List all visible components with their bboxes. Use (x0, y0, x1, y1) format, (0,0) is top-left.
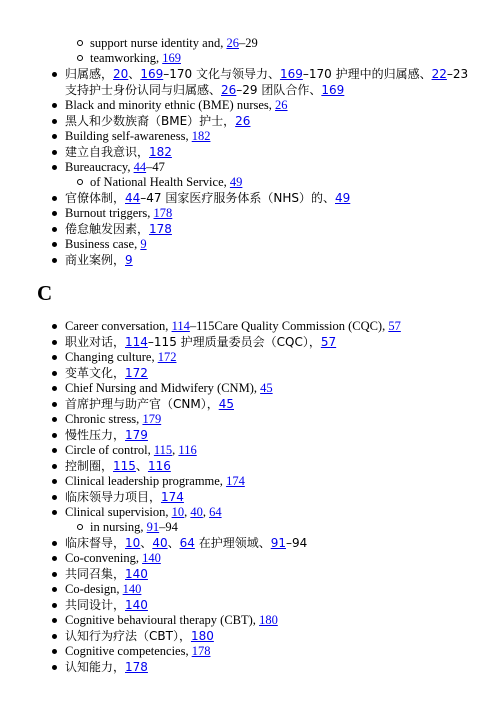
bullet-icon (52, 242, 57, 247)
page-link[interactable]: 40 (152, 536, 168, 550)
index-entry (65, 82, 344, 98)
entry-text: 、 (167, 536, 180, 550)
entry-text: 倦怠触发因素， (65, 222, 150, 236)
page-link[interactable]: 169 (162, 51, 181, 65)
page-link[interactable]: 169 (279, 67, 303, 81)
bullet-icon (52, 603, 57, 608)
bullet-icon (52, 386, 57, 391)
bullet-icon (52, 258, 57, 263)
page-link[interactable]: 178 (191, 644, 211, 658)
page-link[interactable]: 26 (275, 98, 288, 112)
bullet-icon (52, 464, 57, 469)
index-entry (65, 396, 234, 412)
entry-text: –29 团队合作、 (236, 83, 322, 97)
entry-text: Career conversation, (65, 319, 172, 333)
page-link[interactable]: 116 (147, 459, 171, 473)
index-entry (65, 612, 278, 628)
index-entry (65, 550, 161, 566)
bullet-icon (52, 572, 57, 577)
entry-text: –29 (238, 36, 258, 50)
entry-text: –115 护理质量委员会（CQC）， (147, 335, 321, 349)
entry-text: Chronic stress, (65, 412, 143, 426)
page-link[interactable]: 44 (125, 191, 141, 205)
page-link[interactable]: 45 (218, 397, 234, 411)
page-link[interactable]: 26 (226, 36, 239, 50)
entry-text: 共同召集， (65, 567, 126, 581)
entry-text: 建立自我意识， (65, 145, 150, 159)
bullet-icon (52, 103, 57, 108)
entry-text: 、 (135, 459, 148, 473)
entry-text: 、 (128, 67, 141, 81)
bullet-icon (52, 649, 57, 654)
entry-text: Cognitive behavioural therapy (CBT), (65, 613, 260, 627)
bullet-icon (52, 417, 57, 422)
entry-text: Bureaucracy, (65, 160, 134, 174)
index-entry (65, 97, 288, 113)
page-link[interactable]: 182 (149, 145, 172, 159)
entry-text: 首席护理与助产官（CNM）， (65, 397, 219, 411)
entry-text: –170 文化与领导力、 (163, 67, 280, 81)
index-subentry (90, 174, 242, 190)
entry-text: 支持护士身份认同与归属感、 (65, 83, 222, 97)
index-entry (65, 489, 184, 505)
bullet-icon (52, 556, 57, 561)
index-entry (65, 659, 148, 675)
entry-text: 慢性压力， (65, 428, 126, 442)
bullet-icon (52, 618, 57, 623)
bullet-icon (52, 448, 57, 453)
entry-text: 黑人和少数族裔（BME）护士， (65, 114, 236, 128)
index-entry (65, 380, 273, 396)
entry-text: 控制圈， (65, 459, 114, 473)
page-link[interactable]: 114 (171, 319, 190, 333)
page-link[interactable]: 26 (235, 114, 251, 128)
page-link[interactable]: 174 (226, 474, 245, 488)
circle-bullet-icon (77, 524, 83, 530)
index-entry (65, 628, 214, 644)
entry-text: Business case, (65, 237, 141, 251)
entry-text: Co-convening, (65, 551, 143, 565)
index-entry (65, 643, 210, 659)
entry-text: 、 (140, 536, 153, 550)
page-link[interactable]: 44 (133, 160, 147, 174)
bullet-icon (52, 355, 57, 360)
page-link[interactable]: 26 (221, 83, 237, 97)
page-link[interactable]: 9 (140, 237, 147, 251)
page-link[interactable]: 10 (125, 536, 141, 550)
page-link[interactable]: 180 (259, 613, 278, 627)
entry-text: 在护理领域、 (194, 536, 271, 550)
page-link[interactable]: 179 (142, 412, 162, 426)
entry-text: –170 护理中的归属感、 (302, 67, 432, 81)
page-link[interactable]: 169 (140, 67, 164, 81)
entry-text: 商业案例， (65, 253, 126, 267)
entry-text: –94 (286, 536, 308, 550)
index-entry (65, 473, 245, 489)
entry-text: Cognitive competencies, (65, 644, 192, 658)
section-heading-c: C (37, 281, 53, 305)
entry-text: Clinical supervision, (65, 505, 172, 519)
index-entry (65, 411, 161, 427)
index-entry (65, 128, 210, 144)
entry-text: –47 国家医疗服务体系（NHS）的、 (140, 191, 335, 205)
entry-text: Building self-awareness, (65, 129, 192, 143)
entry-text: Co-design, (65, 582, 123, 596)
bullet-icon (52, 165, 57, 170)
entry-text: 临床督导， (65, 536, 126, 550)
page-link[interactable]: 49 (335, 191, 351, 205)
bullet-icon (52, 196, 57, 201)
circle-bullet-icon (77, 179, 83, 185)
bullet-icon (52, 479, 57, 484)
page-link[interactable]: 178 (153, 206, 173, 220)
page-link[interactable]: 140 (125, 567, 148, 581)
bullet-icon (52, 340, 57, 345)
bullet-icon (52, 510, 57, 515)
bullet-icon (52, 227, 57, 232)
page-link[interactable]: 57 (320, 335, 337, 349)
entry-text: 认知行为疗法（CBT）， (65, 629, 191, 643)
bullet-icon (52, 495, 57, 500)
entry-text: teamworking, (90, 51, 163, 65)
page-link[interactable]: 172 (157, 350, 177, 364)
page-link[interactable]: 182 (191, 129, 211, 143)
index-entry (65, 535, 307, 551)
bullet-icon (52, 665, 57, 670)
index-subentry (90, 50, 181, 66)
page-link[interactable]: 91 (270, 536, 286, 550)
index-entry (65, 458, 171, 474)
page-link[interactable]: 40 (190, 505, 203, 519)
entry-text: 认知能力， (65, 660, 126, 674)
page-link[interactable]: 179 (125, 428, 148, 442)
bullet-icon (52, 134, 57, 139)
page-link[interactable]: 178 (125, 660, 148, 674)
entry-text: Chief Nursing and Midwifery (CNM), (65, 381, 261, 395)
entry-text: in nursing, (90, 520, 147, 534)
index-entry (65, 66, 468, 82)
index-entry (65, 365, 148, 381)
entry-text: 变革文化， (65, 366, 126, 380)
circle-bullet-icon (77, 55, 83, 61)
page-link[interactable]: 9 (125, 253, 133, 267)
index-entry (65, 442, 197, 458)
entry-text: –47 (146, 160, 165, 174)
bullet-icon (52, 119, 57, 124)
entry-text: Clinical leadership programme, (65, 474, 227, 488)
page-link[interactable]: 10 (171, 505, 185, 519)
bullet-icon (52, 324, 57, 329)
index-entry (65, 334, 336, 350)
index-entry (65, 566, 148, 582)
entry-text: 共同设计， (65, 598, 126, 612)
entry-text: Changing culture, (65, 350, 158, 364)
page-link[interactable]: 116 (178, 443, 197, 457)
entry-text: –23 (446, 67, 469, 81)
page-link[interactable]: 115 (153, 443, 173, 457)
bullet-icon (52, 72, 57, 77)
bullet-icon (52, 433, 57, 438)
entry-text: –94 (159, 520, 178, 534)
page-link[interactable]: 57 (388, 319, 401, 333)
bullet-icon (52, 541, 57, 546)
entry-text: 职业对话， (65, 335, 126, 349)
page-link[interactable]: 20 (113, 67, 129, 81)
entry-text: –115Care Quality Commission (CQC), (189, 319, 389, 333)
bullet-icon (52, 587, 57, 592)
page-link[interactable]: 64 (209, 505, 222, 519)
entry-text: 归属感， (65, 67, 114, 81)
page-link[interactable]: 91 (146, 520, 160, 534)
page-link[interactable]: 140 (122, 582, 142, 596)
entry-text: support nurse identity and, (90, 36, 227, 50)
index-entry (65, 113, 250, 129)
index-entry (65, 581, 141, 597)
entry-text: , (202, 505, 210, 519)
page-link[interactable]: 49 (229, 175, 243, 189)
bullet-icon (52, 371, 57, 376)
page-link[interactable]: 22 (431, 67, 447, 81)
index-subentry (90, 519, 178, 535)
entry-text: , (184, 505, 191, 519)
page-link[interactable]: 64 (179, 536, 195, 550)
entry-text: Burnout triggers, (65, 206, 154, 220)
bullet-icon (52, 402, 57, 407)
index-entry (65, 349, 176, 365)
index-subentry (90, 35, 258, 51)
page-link[interactable]: 140 (142, 551, 161, 565)
page-link[interactable]: 172 (125, 366, 148, 380)
page-link[interactable]: 140 (125, 598, 148, 612)
entry-text: of National Health Service, (90, 175, 230, 189)
bullet-icon (52, 634, 57, 639)
entry-text: Circle of control, (65, 443, 154, 457)
index-entry (65, 504, 222, 520)
entry-text: 临床领导力项目， (65, 490, 162, 504)
index-entry (65, 252, 133, 268)
entry-text: Black and minority ethnic (BME) nurses, (65, 98, 276, 112)
bullet-icon (52, 211, 57, 216)
entry-text: , (172, 443, 179, 457)
entry-text: 官僚体制， (65, 191, 126, 205)
index-entry (65, 236, 147, 252)
circle-bullet-icon (77, 40, 83, 46)
page-link[interactable]: 169 (321, 83, 345, 97)
page-link[interactable]: 174 (161, 490, 184, 504)
index-entry (65, 318, 401, 334)
index-entry (65, 221, 172, 237)
page-link[interactable]: 114 (125, 335, 148, 349)
bullet-icon (52, 150, 57, 155)
index-entry (65, 427, 148, 443)
index-entry (65, 597, 148, 613)
index-entry (65, 144, 172, 160)
page-link[interactable]: 178 (149, 222, 172, 236)
page-link[interactable]: 180 (190, 629, 214, 643)
page-link[interactable]: 45 (260, 381, 273, 395)
index-entry (65, 190, 350, 206)
index-entry (65, 159, 165, 175)
page-link[interactable]: 115 (113, 459, 136, 473)
index-entry (65, 205, 172, 221)
